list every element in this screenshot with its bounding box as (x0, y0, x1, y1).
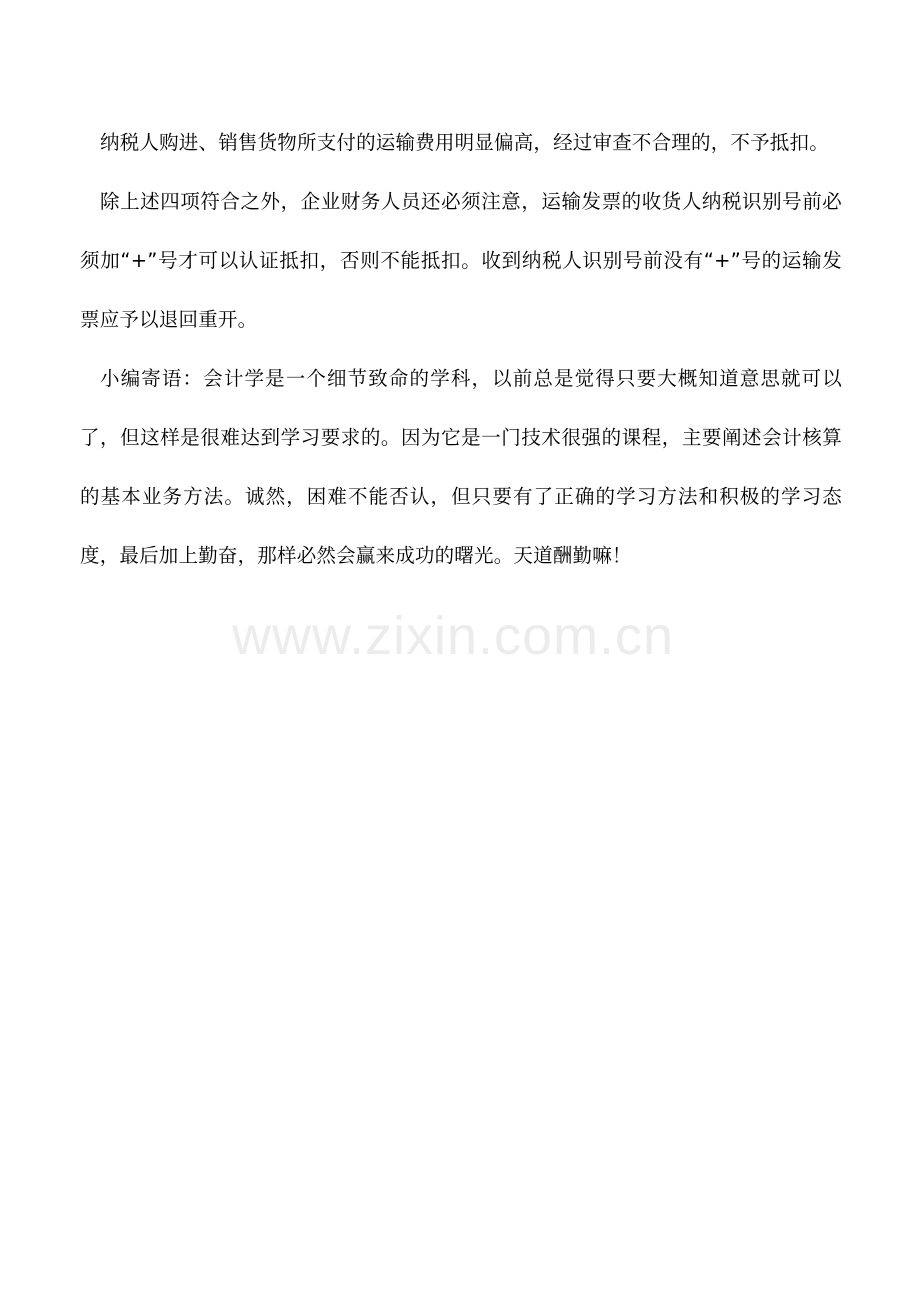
document-body (80, 113, 842, 585)
paragraph-freight-cost: 纳税人购进、销售货物所支付的运输费用明显偏高，经过审查不合理的，不予抵扣。 (100, 131, 829, 154)
paragraph-invoice-plus-sign: 除上述四项符合之外，企业财务人员还必须注意，运输发票的收货人纳税识别号前必须加“+”号才可以认证抵扣，否则不能抵扣。收到纳税人识别号前没有“+”号的运输发票应予以退回重开。 (80, 190, 842, 331)
paragraph-editor-note: 小编寄语：会计学是一个细节致命的学科，以前总是觉得只要大概知道意思就可以了，但这样是很难达到学习要求的。因为它是一门技术很强的课程，主要阐述会计核算的基本业务方法。诚然，困难不能否认，但只要有了正确的学习方法和积极的学习态度，最后加上勤奋，那样必然会赢来成功的曙光。天道酬勤嘛！ (80, 367, 842, 567)
watermark: www.zixin.com.cn (232, 606, 675, 666)
